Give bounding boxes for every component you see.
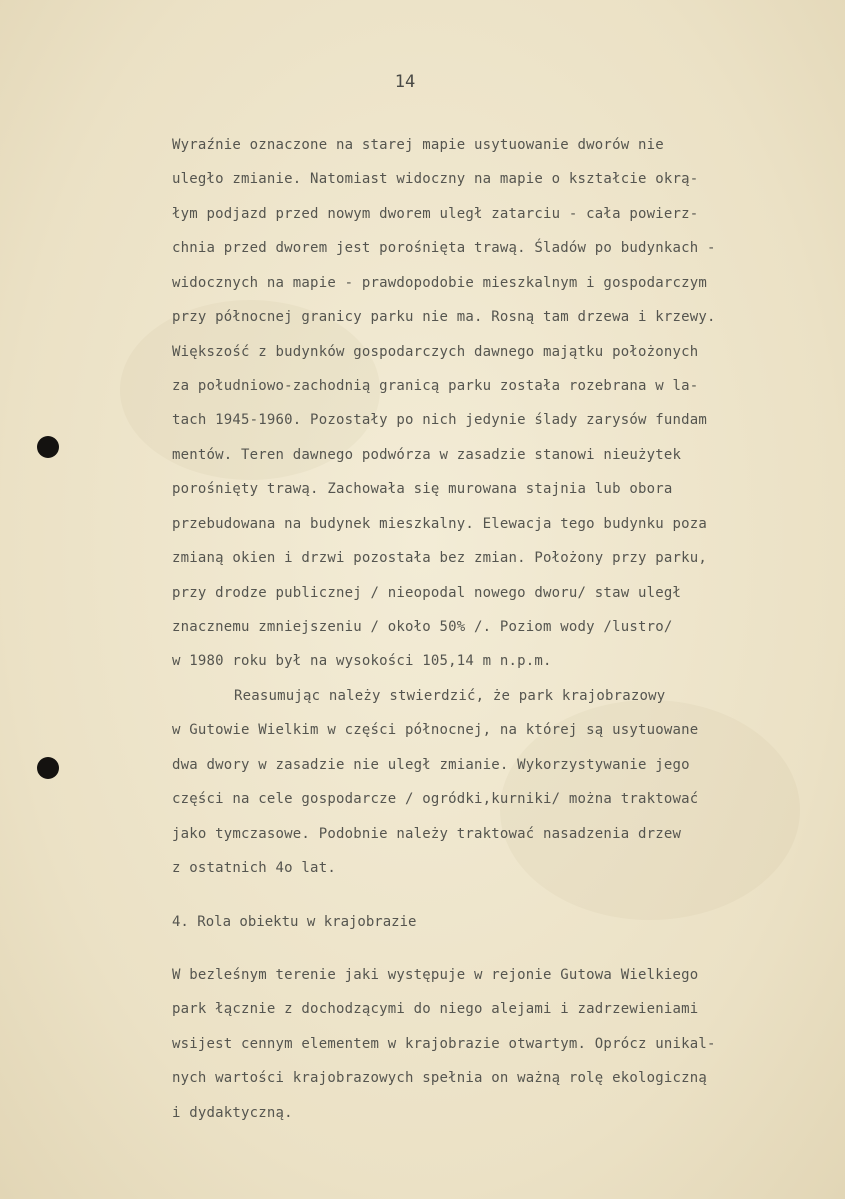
text-line: zmianą okien i drzwi pozostała bez zmian. Położony przy parku, xyxy=(172,550,707,566)
page-number: 14 xyxy=(394,72,416,92)
text-line: widocznych na mapie - prawdopodobie mieszkalnym i gospodarczym xyxy=(172,275,707,291)
text-line: W bezleśnym terenie jaki występuje w rejonie Gutowa Wielkiego xyxy=(172,967,699,983)
text-line: park łącznie z dochodzącymi do niego alejami i zadrzewieniami xyxy=(172,1001,699,1017)
text-line: łym podjazd przed nowym dworem uległ zatarciu - cała powierz- xyxy=(172,206,699,222)
text-line: chnia przed dworem jest porośnięta trawą. Śladów po budynkach - xyxy=(172,240,716,256)
text-line: Wyraźnie oznaczone na starej mapie usytuowanie dworów nie xyxy=(172,137,664,153)
text-line: nych wartości krajobrazowych spełnia on ważną rolę ekologiczną xyxy=(172,1070,707,1086)
text-line: Większość z budynków gospodarczych dawnego majątku położonych xyxy=(172,344,699,360)
text-line: przy północnej granicy parku nie ma. Rosną tam drzewa i krzewy. xyxy=(172,309,716,325)
text-line: znacznemu zmniejszeniu / około 50% /. Poziom wody /lustro/ xyxy=(172,619,673,635)
text-line: wsijest cennym elementem w krajobrazie otwartym. Oprócz unikal- xyxy=(172,1036,716,1052)
section-heading: 4. Rola obiektu w krajobrazie xyxy=(172,914,417,930)
punch-hole xyxy=(37,436,59,458)
text-line: jako tymczasowe. Podobnie należy traktować nasadzenia drzew xyxy=(172,826,682,842)
text-line: części na cele gospodarcze / ogródki,kurniki/ można traktować xyxy=(172,791,699,807)
text-line: porośnięty trawą. Zachowała się murowana stajnia lub obora xyxy=(172,481,673,497)
text-line: za południowo-zachodnią granicą parku została rozebrana w la- xyxy=(172,378,699,394)
text-line: Reasumując należy stwierdzić, że park krajobrazowy xyxy=(234,688,666,704)
text-line: dwa dwory w zasadzie nie uległ zmianie. Wykorzystywanie jego xyxy=(172,757,690,773)
text-line: w 1980 roku był na wysokości 105,14 m n.p.m. xyxy=(172,653,552,669)
text-line: uległo zmianie. Natomiast widoczny na mapie o kształcie okrą- xyxy=(172,171,699,187)
text-line: i dydaktyczną. xyxy=(172,1105,293,1121)
text-line: w Gutowie Wielkim w części północnej, na której są usytuowane xyxy=(172,722,699,738)
text-line: przy drodze publicznej / nieopodal nowego dworu/ staw uległ xyxy=(172,585,682,601)
text-line: z ostatnich 4o lat. xyxy=(172,860,336,876)
punch-hole xyxy=(37,757,59,779)
text-line: tach 1945-1960. Pozostały po nich jedynie ślady zarysów fundam xyxy=(172,412,707,428)
text-line: mentów. Teren dawnego podwórza w zasadzie stanowi nieużytek xyxy=(172,447,682,463)
text-line: przebudowana na budynek mieszkalny. Elewacja tego budynku poza xyxy=(172,516,707,532)
